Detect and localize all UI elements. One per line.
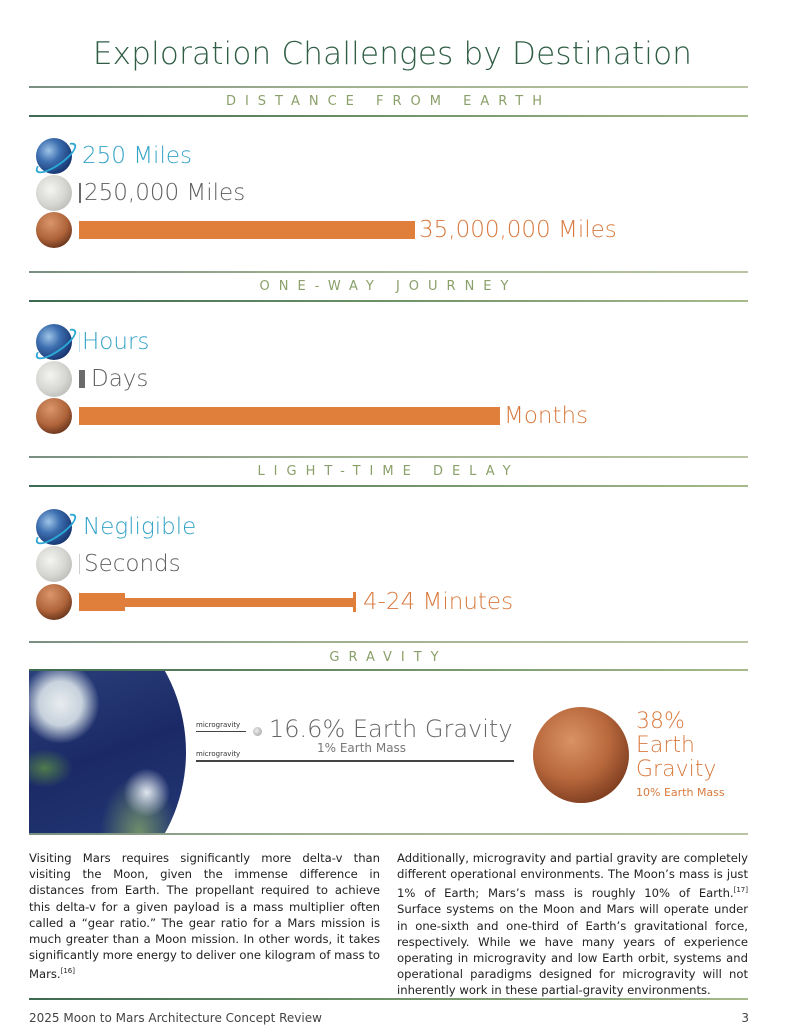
mars-icon — [36, 212, 72, 248]
earth-icon — [36, 509, 72, 545]
distance-value-mars: 35,000,000 Miles — [419, 217, 617, 243]
delay-row-moon — [36, 546, 181, 582]
citation-17: [17] — [733, 886, 748, 895]
delay-range-span — [125, 598, 353, 607]
body-text-left — [29, 850, 380, 982]
journey-row-moon — [36, 361, 148, 397]
distance-value-earth: 250 Miles — [82, 143, 192, 169]
mars-icon — [533, 707, 629, 803]
mars-icon — [36, 398, 72, 434]
divider — [29, 300, 748, 302]
page-title: Exploration Challenges by Destination — [92, 36, 693, 72]
journey-bar-moon — [79, 370, 85, 388]
divider — [29, 86, 748, 88]
divider — [29, 271, 748, 273]
distance-row-earth — [36, 138, 192, 174]
journey-row-mars — [36, 398, 588, 434]
delay-row-earth — [36, 509, 196, 545]
body-text-right — [397, 850, 748, 999]
journey-value-mars: Months — [504, 403, 589, 429]
body-paragraph-left: Visiting Mars requires significantly more delta-v than visiting the Moon, given the immense difference in distances from Earth. The propellant required to achieve this delta-v for a given payload is a mass multiplier often called a “gear ratio.” The gear ratio for a Mars mission is much greater than a Moon mission. In other words, it takes significantly more energy to deliver one kilogram of mass to Mars. — [29, 851, 380, 982]
divider — [29, 115, 748, 117]
section-label-delay: LIGHT-TIME DELAY — [257, 464, 520, 479]
distance-bar-mars — [79, 221, 415, 239]
distance-value-moon: 250,000 Miles — [84, 180, 246, 206]
moon-mass-value: 1% Earth Mass — [317, 741, 407, 755]
divider — [29, 456, 748, 458]
moon-icon — [36, 546, 72, 582]
section-label-journey: ONE-WAY JOURNEY — [259, 279, 518, 294]
microgravity-label-2: microgravity — [196, 750, 241, 758]
microgravity-line-1 — [196, 731, 246, 732]
mars-icon — [36, 584, 72, 620]
moon-icon — [36, 361, 72, 397]
delay-row-mars — [36, 584, 513, 620]
journey-bar-earth — [79, 332, 80, 352]
delay-bar-moon — [79, 554, 80, 574]
moon-gravity-value: 16.6% Earth Gravity — [269, 715, 513, 743]
moon-icon — [253, 727, 262, 736]
delay-range-bar-mars — [79, 592, 356, 612]
distance-bar-moon — [79, 183, 81, 203]
delay-value-mars: 4-24 Minutes — [363, 589, 514, 615]
citation-16: [16] — [60, 967, 75, 976]
footer-doc-title: 2025 Moon to Mars Architecture Concept Review — [29, 1011, 322, 1025]
earth-icon — [36, 138, 72, 174]
moon-icon — [36, 175, 72, 211]
delay-value-earth: Negligible — [83, 514, 197, 540]
divider — [29, 641, 748, 643]
journey-row-earth — [36, 324, 149, 360]
journey-value-earth: Hours — [82, 329, 150, 355]
mars-mass-value: 10% Earth Mass — [636, 786, 725, 799]
mars-gravity-value: 38% Earth Gravity — [636, 709, 717, 782]
earth-satellite-image — [29, 671, 186, 833]
microgravity-label-1: microgravity — [196, 721, 241, 729]
distance-row-moon — [36, 175, 245, 211]
footer-divider — [29, 998, 748, 1000]
divider — [29, 833, 748, 835]
page-number: 3 — [741, 1011, 749, 1025]
section-label-gravity: GRAVITY — [329, 650, 448, 665]
section-label-distance: DISTANCE FROM EARTH — [225, 94, 552, 109]
journey-value-moon: Days — [91, 366, 149, 392]
distance-row-mars — [36, 212, 617, 248]
delay-value-moon: Seconds — [84, 551, 181, 577]
delay-range-max-cap — [353, 592, 356, 612]
body-paragraph-right-b: Surface systems on the Moon and Mars will operate under in one-sixth and one-third of Earth’s gravitational force, respectively. While we have many years of experience operating in microgravity and low Earth orbit, systems and operational paradigms designed for microgravity will not inherently work in these partial-gravity environments. — [397, 902, 748, 998]
delay-range-min — [79, 593, 125, 611]
body-paragraph-right-a: Additionally, microgravity and partial gravity are completely different operational environments. The Moon’s mass is just 1% of Earth; Mars’s mass is roughly 10% of Earth. — [397, 851, 748, 901]
divider — [29, 485, 748, 487]
journey-bar-mars — [79, 407, 500, 425]
earth-icon — [36, 324, 72, 360]
microgravity-line-2 — [196, 760, 514, 762]
